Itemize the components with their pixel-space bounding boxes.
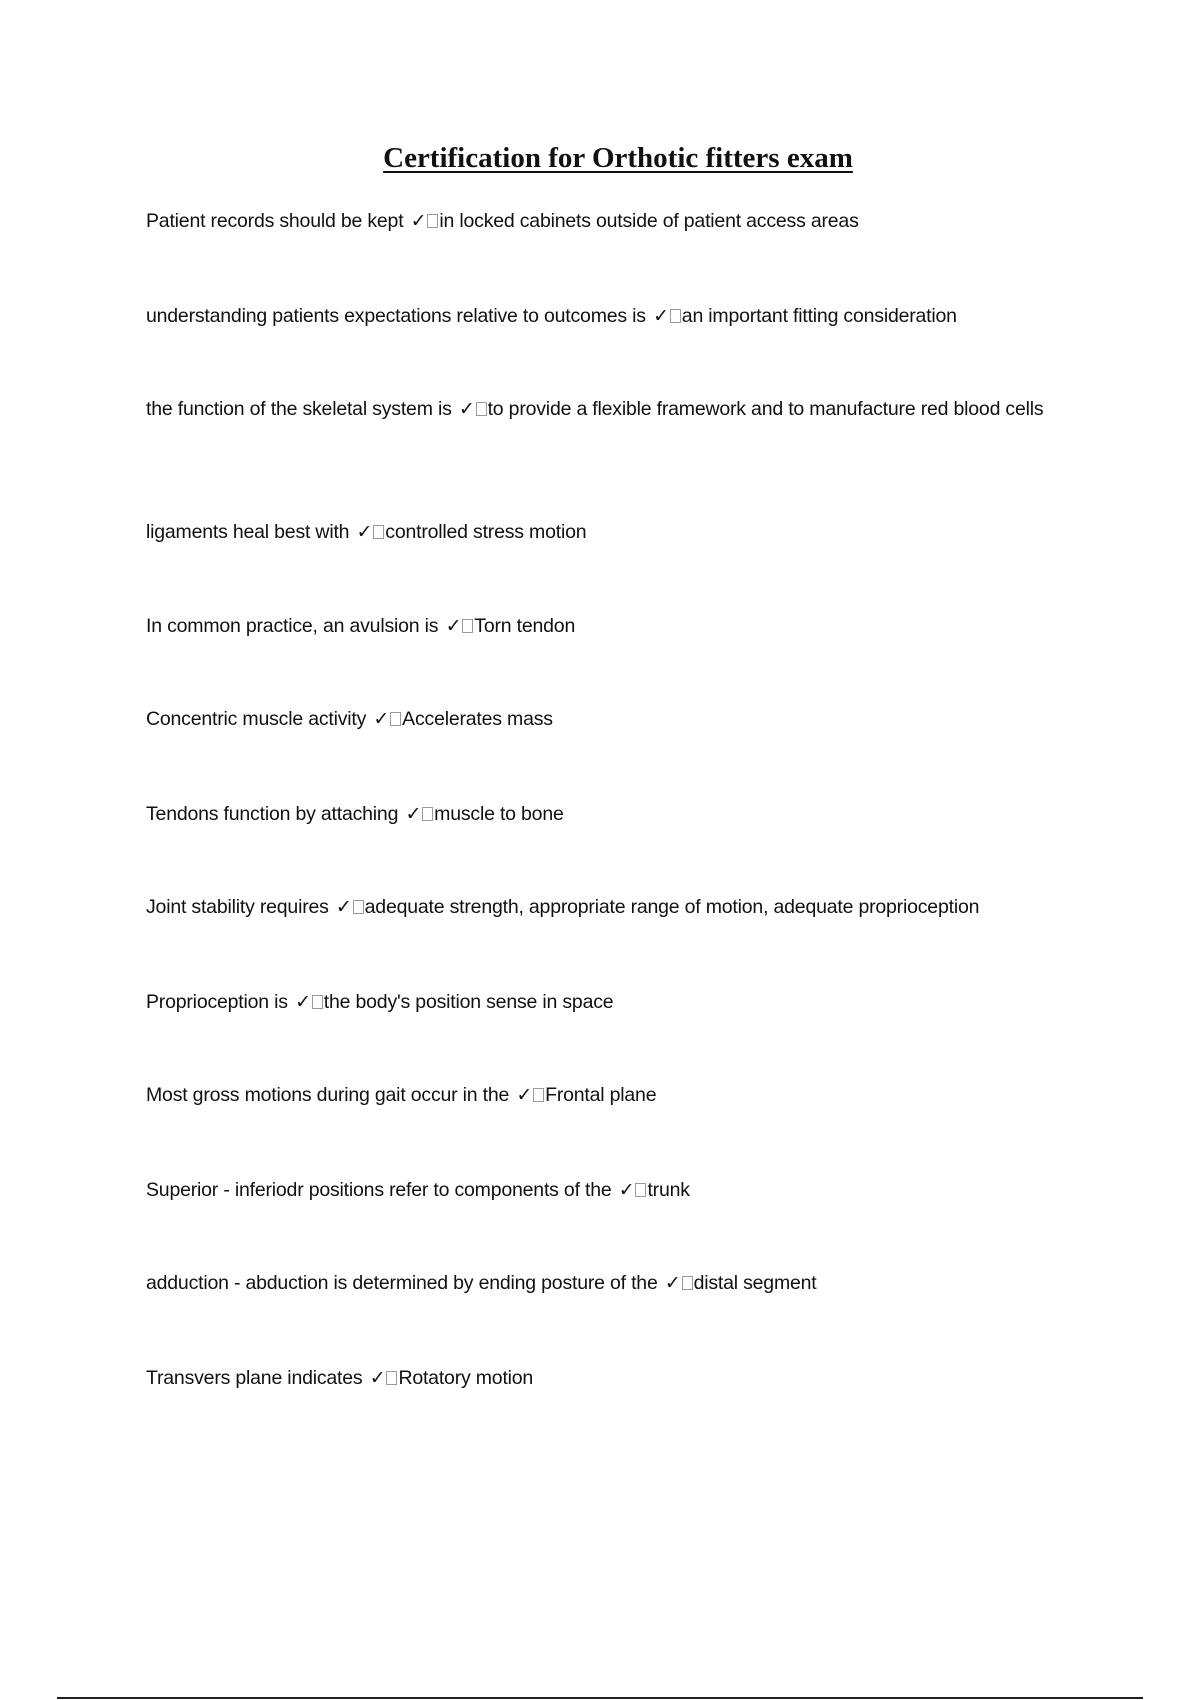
check-mark-icon: ✓ [369, 1367, 386, 1389]
question-text: Concentric muscle activity [146, 708, 367, 730]
qa-item [146, 892, 1086, 922]
check-mark-icon: ✓ [516, 1084, 533, 1106]
empty-box-icon [533, 1088, 544, 1102]
qa-item [146, 1268, 1086, 1298]
answer-text: Accelerates mass [402, 708, 553, 730]
question-text: ligaments heal best with [146, 521, 350, 543]
empty-box-icon [422, 807, 433, 821]
answer-text: distal segment [693, 1272, 817, 1294]
qa-item [146, 611, 1086, 641]
check-mark-icon: ✓ [618, 1179, 635, 1201]
empty-box-icon [373, 525, 384, 539]
question-text: Proprioception is [146, 991, 288, 1013]
empty-box-icon [635, 1183, 646, 1197]
answer-text: muscle to bone [434, 803, 564, 825]
qa-item [146, 799, 1086, 829]
qa-item [146, 301, 1086, 331]
check-mark-icon: ✓ [405, 803, 422, 825]
check-mark-icon: ✓ [335, 896, 352, 918]
question-text: the function of the skeletal system is [146, 398, 452, 420]
check-mark-icon: ✓ [445, 615, 462, 637]
question-text: Superior - inferiodr positions refer to components of the [146, 1179, 612, 1201]
empty-box-icon [476, 402, 487, 416]
check-mark-icon: ✓ [664, 1272, 681, 1294]
empty-box-icon [427, 214, 438, 228]
qa-item [146, 206, 1086, 236]
empty-box-icon [353, 900, 364, 914]
footer-rule [57, 1697, 1143, 1699]
check-mark-icon: ✓ [295, 991, 311, 1013]
answer-text: an important fitting consideration [681, 305, 957, 327]
qa-item [146, 1080, 1086, 1110]
question-text: Most gross motions during gait occur in the [146, 1084, 510, 1106]
qa-item [146, 394, 1086, 424]
check-mark-icon: ✓ [373, 708, 390, 730]
question-text: Transvers plane indicates [146, 1367, 363, 1389]
answer-text: Torn tendon [474, 615, 576, 637]
question-text: In common practice, an avulsion is [146, 615, 439, 637]
answer-text: to provide a flexible framework and to manufacture red blood cells [487, 398, 1044, 420]
empty-box-icon [386, 1371, 397, 1385]
answer-text: adequate strength, appropriate range of motion, adequate proprioception [364, 896, 980, 918]
answer-text: Rotatory motion [398, 1367, 534, 1389]
check-mark-icon: ✓ [356, 521, 373, 543]
empty-box-icon [390, 712, 401, 726]
empty-box-icon [682, 1276, 693, 1290]
empty-box-icon [462, 619, 473, 633]
question-text: understanding patients expectations relative to outcomes is [146, 305, 646, 327]
answer-text: trunk [647, 1179, 690, 1201]
question-text: adduction - abduction is determined by ending posture of the [146, 1272, 658, 1294]
answer-text: controlled stress motion [385, 521, 587, 543]
check-mark-icon: ✓ [410, 210, 427, 232]
answer-text: Frontal plane [545, 1084, 657, 1106]
check-mark-icon: ✓ [653, 305, 669, 327]
qa-item [146, 1363, 1086, 1393]
qa-item [146, 704, 1086, 734]
empty-box-icon [312, 995, 323, 1009]
question-text: Joint stability requires [146, 896, 329, 918]
question-text: Patient records should be kept [146, 210, 404, 232]
page-title: Certification for Orthotic fitters exam [383, 142, 853, 174]
qa-item [146, 1175, 1086, 1205]
answer-text: in locked cabinets outside of patient access areas [439, 210, 859, 232]
qa-item [146, 517, 1086, 547]
answer-text: the body's position sense in space [323, 991, 614, 1013]
check-mark-icon: ✓ [458, 398, 475, 420]
question-text: Tendons function by attaching [146, 803, 399, 825]
qa-item [146, 987, 1086, 1017]
empty-box-icon [670, 309, 681, 323]
